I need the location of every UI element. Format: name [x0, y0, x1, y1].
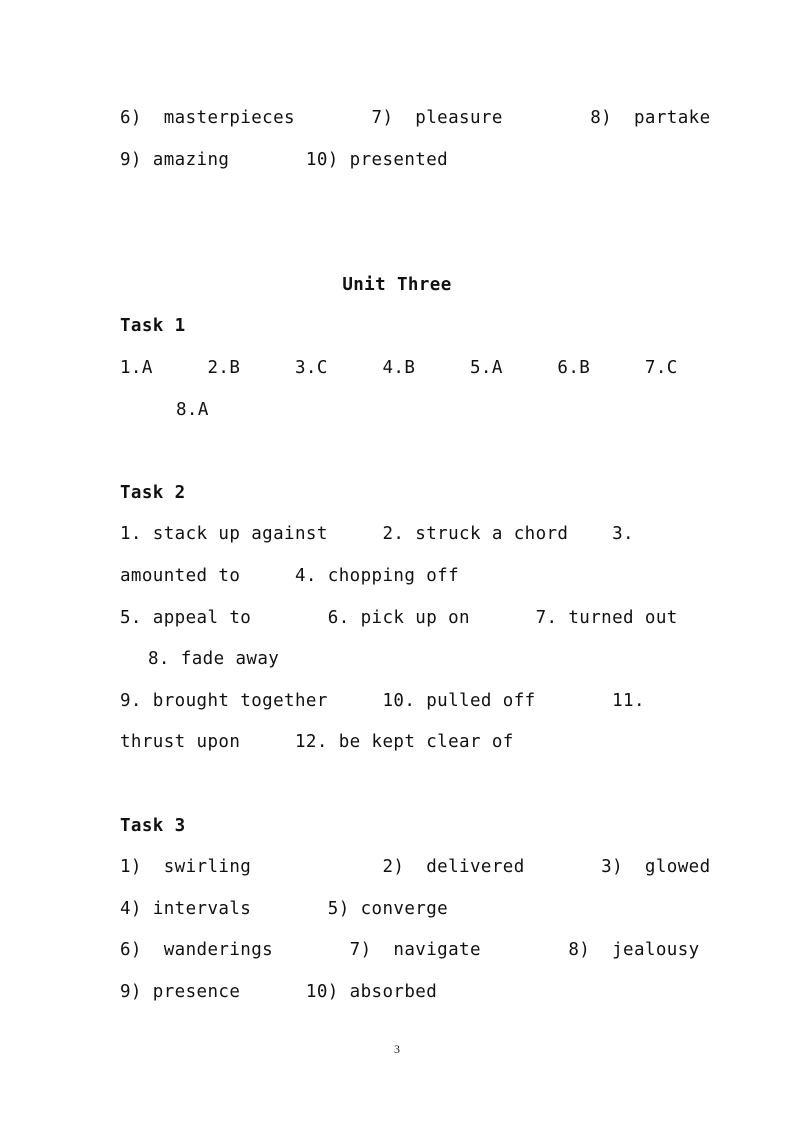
task2-line: 1. stack up against 2. struck a chord 3. — [120, 524, 634, 544]
page-number: 3 — [394, 1042, 400, 1056]
task3-line: 1) swirling 2) delivered 3) glowed — [120, 857, 711, 877]
task3-line: 9) presence 10) absorbed — [120, 982, 438, 1002]
task2-heading: Task 2 — [120, 483, 186, 503]
task3-heading: Task 3 — [120, 816, 186, 836]
task2-line: 9. brought together 10. pulled off 11. — [120, 691, 645, 711]
task1-heading: Task 1 — [120, 316, 186, 336]
task2-line: 5. appeal to 6. pick up on 7. turned out — [120, 608, 678, 628]
task3-line: 4) intervals 5) converge — [120, 899, 449, 919]
vocab-row-2: 9) amazing 10) presented — [120, 150, 449, 170]
task3-line: 6) wanderings 7) navigate 8) jealousy — [120, 940, 700, 960]
unit-title: Unit Three — [342, 275, 452, 295]
task2-line: 8. fade away — [148, 649, 280, 669]
vocab-row-1: 6) masterpieces 7) pleasure 8) partake — [120, 108, 711, 128]
task2-line: thrust upon 12. be kept clear of — [120, 732, 514, 752]
task1-answers-row-1: 1.A 2.B 3.C 4.B 5.A 6.B 7.C — [120, 358, 678, 378]
task2-line: amounted to 4. chopping off — [120, 566, 460, 586]
task1-answers-row-2: 8.A — [176, 400, 209, 420]
